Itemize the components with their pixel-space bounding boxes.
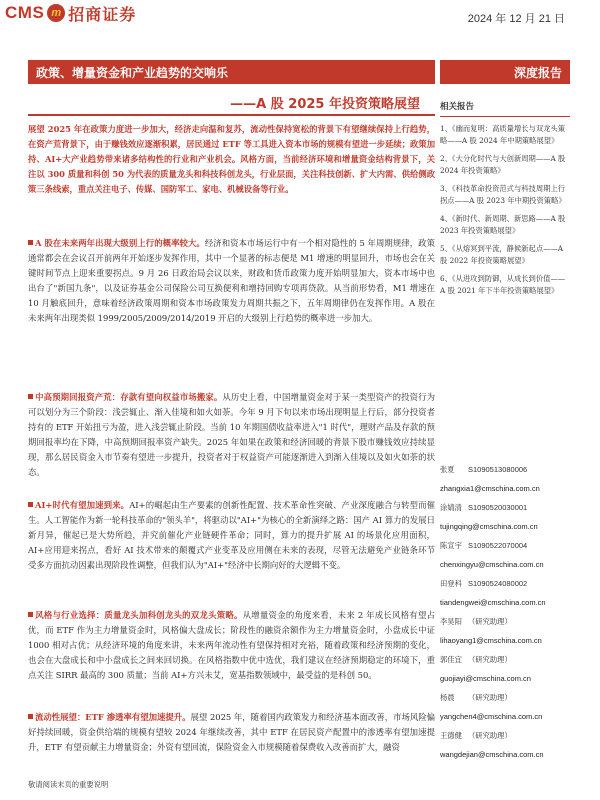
abstract: 展望 2025 年在政策力度进一步加大，经济走向温和复苏，流动性保持宽松的背景下有望继续保持上行趋势，在资产荒背景下，由于赚钱效应逐渐积累，居民通过 ETF 等工具进入资本市场的规模有望进一步延续；政策加持、AI+大产业趋势带来诸多结构性的行业和产业机会。风格方面，当前经济环境和增量资金结构背景下，关注以 300 质量和科创 50 为代表的质量龙头和科技科创龙头，行业层面，关注科技创新、扩大内需、供给侧政策三条线索，重点关注电子、传媒、国防军工、家电、机械设备等行业。: [28, 124, 435, 194]
analyst-email[interactable]: yangchen4@cmschina.com.cn: [440, 712, 543, 721]
section-1: [28, 236, 435, 326]
section-heading: A 股在未来两年出现大级别上行的概率较大。: [35, 238, 205, 248]
analyst-id-row: [440, 460, 570, 479]
section-2: [28, 390, 435, 480]
divider: [440, 116, 570, 117]
section-5: [28, 710, 435, 755]
cms-logo: [5, 0, 136, 26]
section-heading: AI+时代有望加速到来。: [35, 500, 130, 510]
logo-cn: 招商证券: [68, 4, 137, 24]
related-report-item[interactable]: 6、《从进攻到防御，从成长到价值——A 股 2021 年下半年投资策略展望》: [440, 274, 566, 295]
analyst-role: （研究助理）: [468, 731, 512, 740]
section-heading: 流动性展望：ETF 渗透率有望加速提升。: [35, 712, 191, 722]
bullet-square-icon: [28, 240, 33, 245]
related-reports-heading: 相关报告: [440, 102, 475, 112]
analyst-email[interactable]: wangdejian@cmschina.com.cn: [440, 750, 544, 759]
section-text: AI+的崛起由生产要素的创新性配置、技术革命性突破、产业深度融合与转型而催生。人工智能作为新一轮科技革命的"领头羊"，将驱动以"AI+"为核心的全新演绎之路：国产 AI 算力的发展日新月异，催起已是大势所趋，并究前催化产业链硬件革命；同时，算力的提升扩展 AI 的场景化应用面积，AI+应用迎来拐点，看好 AI 技术带来的颠覆式产业变革及应用侧在未来的表现，尽管无法避免产业链条环节受多方面抗动因素出现阶段性调整，但我们认为"AI+"经济中长期向好的大逻辑不变。: [28, 500, 435, 570]
analyst-role: （研究助理）: [468, 693, 512, 702]
analyst-email[interactable]: zhangxia1@cmschina.com.cn: [440, 484, 540, 493]
report-subtitle: ——A 股 2025 年投资策略展望: [230, 97, 420, 112]
analyst-id: S1090513080006: [468, 465, 528, 474]
analyst-name: 张夏: [440, 465, 455, 474]
page-header: [0, 0, 600, 38]
bullet-square-icon: [28, 394, 33, 399]
analyst-id-row: [440, 536, 570, 555]
analyst-id: S1090522070004: [468, 541, 528, 550]
analyst-name: 李昊阳: [440, 617, 462, 626]
bullet-square-icon: [28, 612, 33, 617]
title-banner: [28, 60, 435, 84]
analyst-role: （研究助理）: [468, 617, 512, 626]
related-report-item[interactable]: 5、《从熔冥到平流，静候新起点——A 股 2022 年投资策略展望》: [440, 244, 564, 265]
related-report-item[interactable]: 3、《科技革命投资范式与科技周期上行拐点——A 股 2023 年中期投资策略》: [440, 184, 566, 205]
assistant-row: [440, 688, 570, 707]
bullet-square-icon: [28, 714, 33, 719]
footer-note: 敬请阅读末页的重要说明: [28, 780, 109, 789]
related-report-item[interactable]: 4、《新时代、新周期、新思路——A 股 2023 年投资策略展望》: [440, 214, 566, 235]
assistant-row: [440, 612, 570, 631]
logo-en: CMS: [5, 3, 45, 22]
analyst-email[interactable]: lihaoyang1@cmschina.com.cn: [440, 636, 542, 645]
section-text: 从历史上看，中国增量资金对于某一类型资产的投资行为可以划分为三个阶段：浅尝辄止、渐入佳境和如火如荼。今年 9 月下旬以来市场出现明显上行后，部分投资者持有的 ETF 开始扭亏为盈，进入浅尝辄止阶段。当前 10 年期国债收益率进入"1 时代"，理财产品及存款的预期回报率均在下降，中高预期回报率资产缺失。2025 年如果在政策和经济回暖的背景下股市赚钱效应持续显现，那么居民资金入市节奏有望进一步提升，投资者对于权益资产可能逐渐进入到渐入佳境以及如火如荼的状态。: [28, 392, 436, 477]
analyst-name: 田登科: [440, 579, 462, 588]
bullet-square-icon: [28, 502, 33, 507]
section-4: [28, 608, 435, 683]
analyst-name: 郭佳宜: [440, 655, 462, 664]
banner-title: 政策、增量资金和产业趋势的交响乐: [36, 66, 229, 80]
report-type-banner: [440, 60, 570, 84]
report-type: 深度报告: [513, 66, 562, 80]
analyst-email[interactable]: tiandengwei@cmschina.com.cn: [440, 598, 546, 607]
analyst-id-row: [440, 574, 570, 593]
report-date: 2024 年 12 月 21 日: [467, 13, 565, 25]
section-text: 展望 2025 年，随着国内政策发力和经济基本面改善，市场风险偏好持续回暖，资金供给端的规模有望较 2024 年继续改善，其中 ETF 在居民资产配置中的渗透率有望加速提升，ETF 有望贡献主力增量资金；外资有望回流，保险资金入市规模随着保费收入改善而扩大，融资: [28, 712, 435, 752]
divider: [28, 114, 435, 116]
analyst-id: S1090524080002: [468, 579, 528, 588]
related-reports: [440, 90, 570, 303]
analyst-name: 杨晨: [440, 693, 455, 702]
related-report-item[interactable]: 2、《大分化时代与大创新周期——A 股 2024 年投资策略》: [440, 154, 566, 175]
analyst-id-row: [440, 498, 570, 517]
section-heading: 中高预期回报资产荒：存款有望向权益市场搬家。: [35, 392, 223, 402]
section-text: 从增量资金的角度来看，未来 2 年成长风格有望占优，而 ETF 作为主力增量资金时，风格偏大盘成长；阶段性的融资余额作为主力增量资金时，小盘成长中证 1000 相对占优；从经济环境的角度来讲，未来两年流动性有望保持相对充裕，随着政策和经济预期的变化，也会在大盘成长和中小盘成长之间来回切换。在风格指数中优中选优，我们建议在经济预期稳定的环境下，重点关注 SIRR 最高的 300 质量；当前 AI+方兴未艾，宽基指数领域中，最受益的是科创 50。: [28, 610, 436, 680]
analyst-email[interactable]: guojiayi@cmschina.com.cn: [440, 674, 531, 683]
analyst-email[interactable]: tujingqing@cmschina.com.cn: [440, 522, 538, 531]
analyst-id: S1090520030001: [468, 503, 528, 512]
analyst-name: 王德健: [440, 731, 462, 740]
section-3: [28, 498, 435, 573]
logo-mark-icon: m: [47, 4, 65, 22]
analyst-name: 涂婧清: [440, 503, 462, 512]
analyst-name: 陈宣宇: [440, 541, 462, 550]
analyst-list: [440, 460, 570, 764]
analyst-email[interactable]: chenxingyu@cmschina.com.cn: [440, 560, 544, 569]
section-text: 经济和资本市场运行中有一个相对隐性的 5 年周期规律，政策通常都会在会议召开前两年开始逐步发挥作用，其中一个显著的标志便是 M1 增速的明显回升，市场也会在关键时间节点上迎来重要拐点。9 月 26 日政治局会议以来，财政和货币政策力度开始明显加大，资本市场中也出台了"新国九条"，以及证券基金公司保险公司互换便利和增持回购专项再贷款。从当前形势看，M1 增速在 10 月触底回升，意味着经济政策周期和资本市场政策发力周期共振之下，五年周期律仍在发挥作用。A 股在未来两年出现类似 1999/2005/2009/2014/2019 开启的大级别上行趋势的概率进一步加大。: [28, 238, 435, 323]
related-report-item[interactable]: 1、《幽而复明：高质量增长与双龙头策略——A 股 2024 年中期策略展望》: [440, 124, 566, 145]
section-heading: 风格与行业选择：质量龙头加科创龙头的双龙头策略。: [35, 610, 243, 620]
related-reports-list: [440, 123, 570, 297]
assistant-row: [440, 650, 570, 669]
analyst-role: （研究助理）: [468, 655, 512, 664]
assistant-row: [440, 726, 570, 745]
